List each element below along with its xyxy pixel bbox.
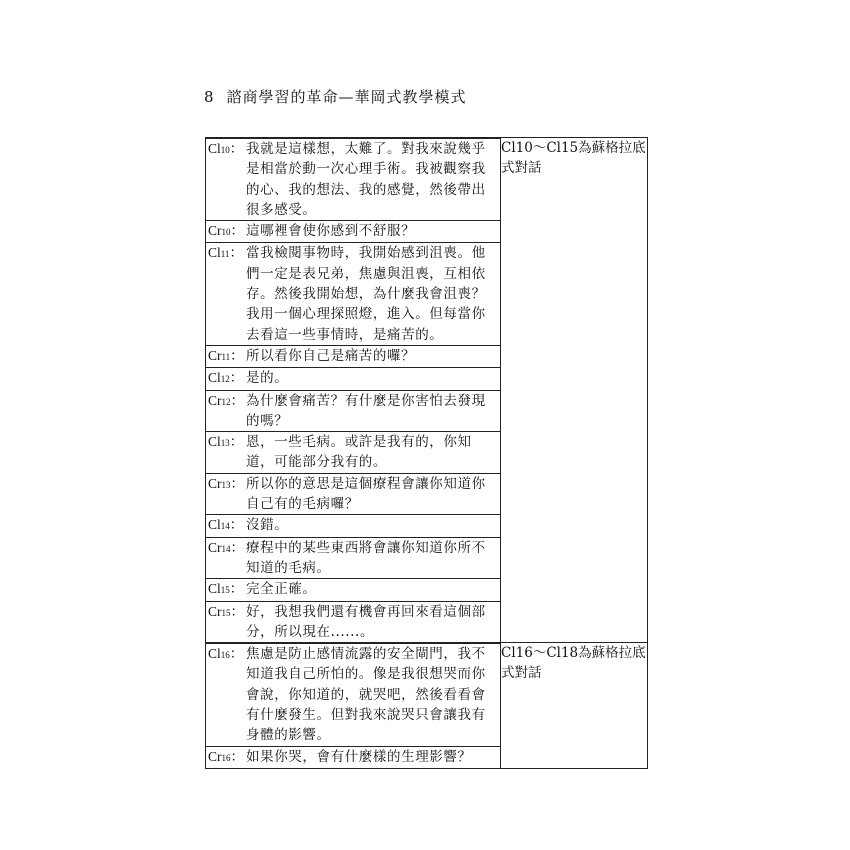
book-title: 諮商學習的革命—華岡式教學模式 [226,88,467,106]
dialogue-turn [205,473,501,516]
turn-text: 當我檢閱事物時，我開始感到沮喪。他們一定是表兄弟，焦慮與沮喪，互相依存。然後我開始想，為什麼我會沮喪？我用一個心理探照燈，進入。但每當你去看這一些事情時，是痛苦的。 [246,245,486,343]
turn-text: 所以看你自己是痛苦的囉？ [246,347,416,364]
turn-text: 為什麼會痛苦？有什麼是你害怕去發現的嗎？ [246,392,486,429]
dialogue-block [206,643,648,769]
turn-text: 療程中的某些東西將會讓你知道你所不知道的毛病。 [246,539,486,576]
speaker-label: Cr12： [208,392,244,408]
dialogue-turn [205,138,501,221]
dialogue-block [206,138,648,643]
annotation-note: Cl16～Cl18為蘇格拉底式對話 [501,643,648,769]
speaker-label: Cr13： [208,475,244,491]
turn-text: 恩，一些毛病。或許是我有的，你知道，可能部分我有的。 [246,434,472,471]
dialogue-turn [205,537,501,580]
page-number: 8 [204,88,215,106]
dialogue-turn [205,431,501,474]
speaker-label: Cr16： [208,748,244,764]
speaker-label: Cl15： [208,581,244,597]
speaker-label: Cl10： [208,141,244,156]
speaker-label: Cr14： [208,539,244,555]
turns-cell [206,643,501,769]
dialogue-turn [205,345,501,368]
turn-text: 我就是這樣想，太難了。對我來說幾乎是相當於動一次心理手術。我被觀察我的心、我的想法、我的感覺，然後帶出很多感受。 [246,141,486,218]
speaker-label: Cl13： [208,434,244,450]
dialogue-turn [205,746,501,769]
turns-cell [206,138,501,643]
turn-text: 是的。 [246,370,289,387]
speaker-label: Cr15： [208,603,244,619]
dialogue-turn [205,220,501,243]
dialogue-turn [205,578,501,601]
speaker-label: Cl12： [208,370,244,386]
dialogue-turn [205,242,501,345]
dialogue-turn [205,367,501,390]
turn-text: 沒錯。 [246,517,289,534]
turn-text: 如果你哭，會有什麼樣的生理影響？ [246,748,472,765]
annotation-note: Cl10～Cl15為蘇格拉底式對話 [501,138,648,643]
turn-text: 所以你的意思是這個療程會讓你知道你自己有的毛病囉？ [246,475,486,513]
turn-text: 好，我想我們還有機會再回來看這個部分，所以現在......。 [246,603,486,640]
dialogue-turn [205,643,501,746]
speaker-label: Cr10： [208,223,244,239]
dialogue-turn [205,390,501,433]
turn-text: 這哪裡會使你感到不舒服？ [246,223,416,240]
dialogue-turn [205,514,501,537]
turn-text: 焦慮是防止感情流露的安全閘門，我不知道我自己所怕的。像是我很想哭而你會說，你知道的，就哭吧，然後看看會有什麼發生。但對我來說哭只會讓我有身體的影響。 [246,646,486,744]
dialogue-table [205,137,648,769]
speaker-label: Cl14： [208,517,244,533]
speaker-label: Cr11： [208,347,244,363]
page-header [204,86,467,107]
turn-text: 完全正確。 [246,581,317,598]
dialogue-turn [205,601,501,644]
speaker-label: Cl16： [208,646,244,662]
speaker-label: Cl11： [208,245,243,261]
